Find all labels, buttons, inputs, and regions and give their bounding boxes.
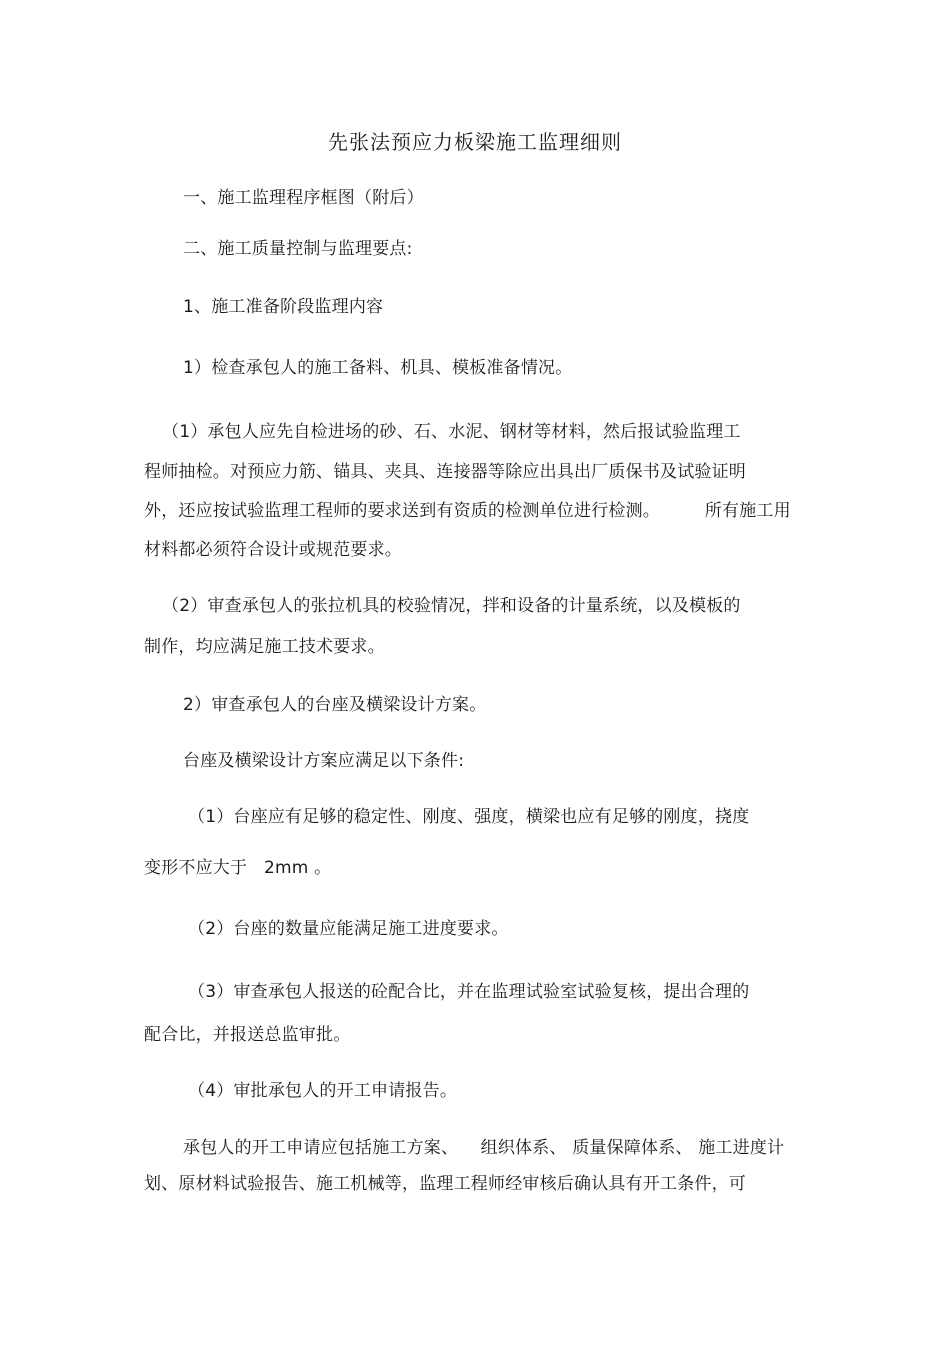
paragraph-line: 配合比，并报送总监审批。 [144,1025,351,1045]
paragraph-line: （1）承包人应先自检进场的砂、石、水泥、钢材等材料，然后报试验监理工 [162,422,741,442]
subsection-heading: 1、施工准备阶段监理内容 [183,297,384,317]
paragraph-line: 承包人的开工申请应包括施工方案、 组织体系、 质量保障体系、 施工进度计 [183,1138,785,1158]
paragraph-line: 制作，均应满足施工技术要求。 [144,637,385,657]
item-heading-1: 1）检查承包人的施工备料、机具、模板准备情况。 [183,358,573,378]
paragraph-line: 划、原材料试验报告、施工机械等，监理工程师经审核后确认具有开工条件，可 [144,1174,746,1194]
paragraph-line: （4）审批承包人的开工申请报告。 [188,1081,458,1101]
paragraph-line: 外，还应按试验监理工程师的要求送到有资质的检测单位进行检测。 所有施工用 [144,501,791,521]
section-heading-1: 一、施工监理程序框图（附后） [183,188,424,208]
paragraph-line: 台座及横梁设计方案应满足以下条件: [183,751,465,771]
paragraph-line: 材料都必须符合设计或规范要求。 [144,540,402,560]
paragraph-line: 程师抽检。对预应力筋、锚具、夹具、连接器等除应出具出厂质保书及试验证明 [144,462,746,482]
document-title: 先张法预应力板梁施工监理细则 [328,130,622,154]
item-heading-2: 2）审查承包人的台座及横梁设计方案。 [183,695,487,715]
paragraph-line: （3）审查承包人报送的砼配合比，并在监理试验室试验复核，提出合理的 [188,982,750,1002]
paragraph-line: （1）台座应有足够的稳定性、刚度、强度，横梁也应有足够的刚度，挠度 [188,807,750,827]
paragraph-line: （2）台座的数量应能满足施工进度要求。 [188,919,509,939]
paragraph-line: （2）审查承包人的张拉机具的校验情况，拌和设备的计量系统，以及模板的 [162,596,741,616]
section-heading-2: 二、施工质量控制与监理要点: [183,239,413,259]
paragraph-line: 变形不应大于 2mm 。 [144,858,332,878]
